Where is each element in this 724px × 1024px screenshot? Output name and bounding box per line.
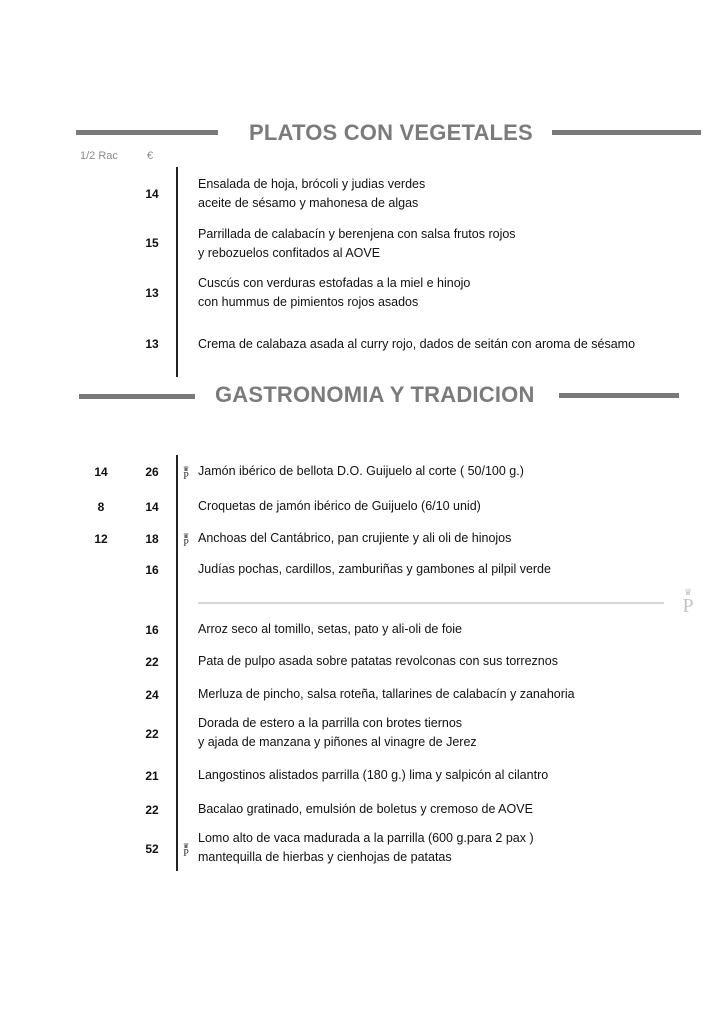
description-line: Pata de pulpo asada sobre patatas revolconas con sus torreznos <box>198 654 558 668</box>
section-rule-left <box>79 394 195 399</box>
description-line: Arroz seco al tomillo, setas, pato y ali-oli de foie <box>198 622 463 636</box>
column-header-price: € <box>147 150 154 162</box>
section-rule-left <box>76 130 218 135</box>
item-description <box>198 225 516 263</box>
description-line: y ajada de manzana y piñones al vinagre de Jerez <box>198 735 477 749</box>
description-line: Ensalada de hoja, brócoli y judias verdes <box>198 177 426 191</box>
section-title-gastronomia: GASTRONOMIA Y TRADICION <box>215 382 535 407</box>
restaurant-logo-icon: ♛ P <box>682 587 694 617</box>
item-price: 22 <box>145 803 159 817</box>
description-line: Judías pochas, cardillos, zamburiñas y gambones al pilpil verde <box>198 562 551 576</box>
item-price: 14 <box>145 500 159 514</box>
description-line: Dorada de estero a la parrilla con brotes tiernos <box>198 716 463 730</box>
section-rule-right <box>552 130 701 135</box>
item-description <box>198 829 534 867</box>
item-price: 14 <box>145 187 159 201</box>
item-half-price: 8 <box>97 500 105 514</box>
item-price: 15 <box>145 236 159 250</box>
description-line: Bacalao gratinado, emulsión de boletus y cremoso de AOVE <box>198 802 533 816</box>
description-line: Parrillada de calabacín y berenjena con salsa frutos rojos <box>198 227 516 241</box>
item-description <box>198 335 635 354</box>
item-half-price: 12 <box>94 532 108 546</box>
item-price: 16 <box>145 563 159 577</box>
item-price: 22 <box>145 727 159 741</box>
description-line: Merluza de pincho, salsa roteña, tallarines de calabacín y zanahoria <box>198 687 575 701</box>
item-description <box>198 175 425 213</box>
description-line: mantequilla de hierbas y cienhojas de patatas <box>198 850 452 864</box>
column-header-half-portion: 1/2 Rac <box>80 150 118 162</box>
item-price: 13 <box>145 286 159 300</box>
item-price: 52 <box>145 842 159 856</box>
description-line: Cuscús con verduras estofadas a la miel e hinojo <box>198 276 471 290</box>
item-description <box>198 685 575 704</box>
item-description <box>198 529 511 548</box>
description-line: con hummus de pimientos rojos asados <box>198 295 419 309</box>
item-description <box>198 462 524 481</box>
description-line: Jamón ibérico de bellota D.O. Guijuelo al corte ( 50/100 g.) <box>198 464 524 478</box>
item-price: 22 <box>145 655 159 669</box>
description-line: y rebozuelos confitados al AOVE <box>198 246 381 260</box>
description-line: Anchoas del Cantábrico, pan crujiente y ali oli de hinojos <box>198 531 512 545</box>
description-line: Langostinos alistados parrilla (180 g.) lima y salpicón al cilantro <box>198 768 549 782</box>
separator-line <box>198 602 664 604</box>
description-line: Croquetas de jamón ibérico de Guijuelo (6/10 unid) <box>198 499 481 513</box>
item-description <box>198 766 548 785</box>
description-line: Crema de calabaza asada al curry rojo, dados de seitán con aroma de sésamo <box>198 337 636 351</box>
item-description <box>198 620 462 639</box>
section-rule-right <box>559 393 679 398</box>
item-description <box>198 497 481 516</box>
item-description <box>198 800 533 819</box>
item-half-price: 14 <box>94 465 108 479</box>
description-line: aceite de sésamo y mahonesa de algas <box>198 196 419 210</box>
column-divider <box>176 167 178 377</box>
description-line: Lomo alto de vaca madurada a la parrilla (600 g.para 2 pax ) <box>198 831 534 845</box>
item-price: 24 <box>145 688 159 702</box>
section-title-vegetales: PLATOS CON VEGETALES <box>249 120 533 145</box>
item-price: 16 <box>145 623 159 637</box>
house-specialty-icon: ♛ P <box>182 842 190 859</box>
item-price: 18 <box>145 532 159 546</box>
item-description <box>198 714 477 752</box>
item-price: 13 <box>145 337 159 351</box>
column-divider <box>176 455 178 871</box>
house-specialty-icon: ♛ P <box>182 465 190 482</box>
item-description <box>198 560 551 579</box>
item-price: 21 <box>145 769 159 783</box>
item-price: 26 <box>145 465 159 479</box>
house-specialty-icon: ♛ P <box>182 532 190 549</box>
item-description <box>198 274 470 312</box>
item-description <box>198 652 558 671</box>
